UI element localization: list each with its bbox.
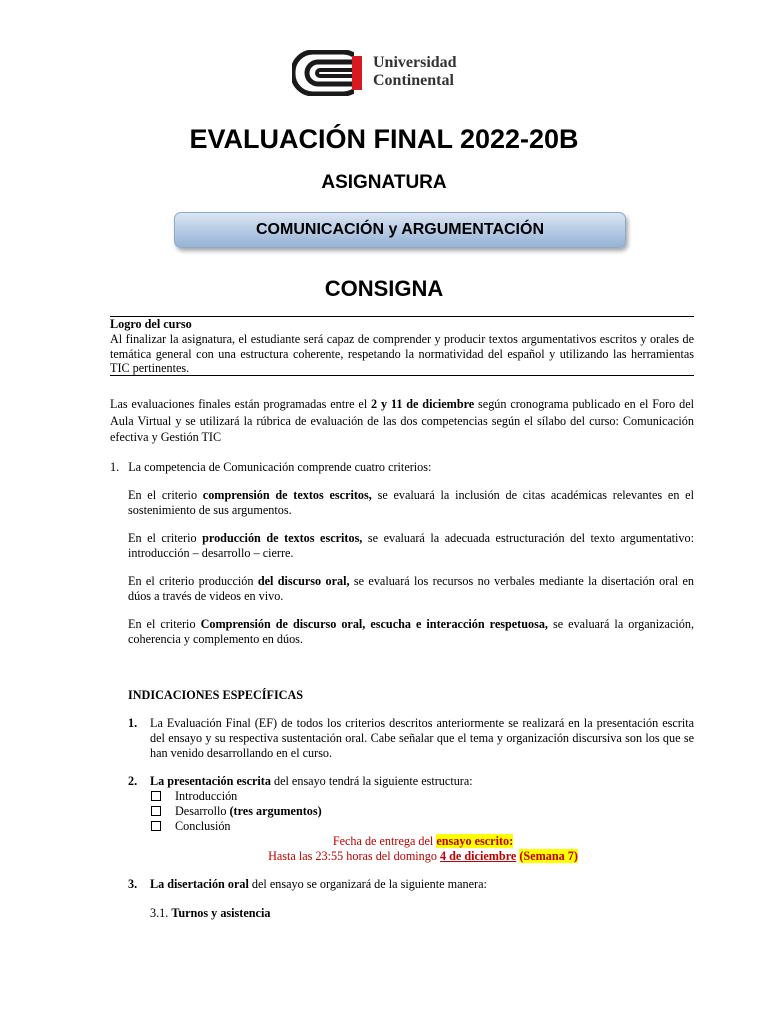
criterion-paragraph: En el criterio comprensión de textos escritos, se evaluará la inclusión de citas académicas relevantes en el sostenimiento de sus argumentos. xyxy=(128,488,694,517)
checkbox-icon xyxy=(151,821,161,831)
item-number: 1. xyxy=(128,716,138,730)
subtitle: ASIGNATURA xyxy=(321,172,447,193)
list-item: Introducción xyxy=(151,789,322,804)
highlight-text: (Semana 7) xyxy=(519,849,578,863)
checkbox-icon xyxy=(151,791,161,801)
instruction-item: 2. La presentación escrita del ensayo tendrá la siguiente estructura: xyxy=(128,774,473,788)
logo-line-1: Universidad xyxy=(373,54,457,71)
instructions-heading: INDICACIONES ESPECÍFICAS xyxy=(128,688,304,702)
list-item: Desarrollo (tres argumentos) xyxy=(151,804,322,819)
logo-line-2: Continental xyxy=(373,72,454,89)
divider-bottom xyxy=(110,375,694,376)
criterion-paragraph: En el criterio Comprensión de discurso oral, escucha e interacción respetuosa, se evaluará la organización, coherencia y complemento en dúos. xyxy=(128,617,695,646)
logo-text xyxy=(373,54,457,90)
item-number: 1. xyxy=(110,460,120,474)
checkbox-icon xyxy=(151,806,161,816)
deadline-date: 4 de diciembre xyxy=(440,849,517,863)
sub-number: 3.1. xyxy=(150,906,169,920)
competence-item xyxy=(110,460,694,475)
criterion-paragraph: En el criterio producción del discurso oral, se evaluará los recursos no verbales mediante la disertación oral en dúos a través de videos en vivo. xyxy=(128,574,694,603)
deadline-line-2: Hasta las 23:55 horas del domingo 4 de diciembre (Semana 7) xyxy=(268,849,578,863)
page-title: EVALUACIÓN FINAL 2022-20B xyxy=(189,124,579,154)
course-banner xyxy=(174,212,626,248)
logro-block xyxy=(110,317,694,376)
intro-text-1: Las evaluaciones finales están programadas entre el xyxy=(110,397,372,411)
item-number: 3. xyxy=(128,877,138,891)
item-text: La competencia de Comunicación comprende cuatro criterios: xyxy=(128,460,432,474)
criterion-paragraph: En el criterio producción de textos escritos, se evaluará la adecuada estructuración del texto argumentativo: introducción – desarrollo – cierre. xyxy=(128,531,694,560)
instruction-item xyxy=(128,716,694,760)
item-text: La Evaluación Final (EF) de todos los criterios descritos anteriormente se realizará en la presentación escrita del ensayo y su respectiva sustentación oral. Cabe señalar que el tema y organización discursiva son los que se han venido desarrollando en el curso. xyxy=(150,716,694,760)
highlight-text: ensayo escrito: xyxy=(436,834,514,848)
deadline-line-1: Fecha de entrega del ensayo escrito: xyxy=(332,834,514,848)
course-name: COMUNICACIÓN y ARGUMENTACIÓN xyxy=(256,221,544,238)
sub-item xyxy=(150,906,270,921)
structure-list xyxy=(151,789,322,833)
intro-text-2: según cronograma publicado en el Foro del Aula Virtual y se utilizará la rúbrica de evaluación de las dos competencias según el sílabo del curso: Comunicación efectiva y Gestión TIC xyxy=(110,397,694,444)
logro-text: Al finalizar la asignatura, el estudiante será capaz de comprender y producir textos argumentativos escritos y orales de temática general con una estructura coherente, respetando la normatividad del español y utilizando las herramientas TIC pertinentes. xyxy=(110,331,694,376)
instruction-item: 3. La disertación oral del ensayo se organizará de la siguiente manera: xyxy=(128,877,487,891)
intro-paragraph xyxy=(110,396,694,446)
item-number: 2. xyxy=(128,774,138,788)
sub-heading: Turnos y asistencia xyxy=(171,906,271,920)
intro-dates: 2 y 11 de diciembre xyxy=(371,397,475,411)
logo-emblem-icon xyxy=(292,50,370,96)
logro-heading: Logro del curso xyxy=(110,317,192,331)
list-item: Conclusión xyxy=(151,819,322,834)
section-title: CONSIGNA xyxy=(324,276,444,301)
